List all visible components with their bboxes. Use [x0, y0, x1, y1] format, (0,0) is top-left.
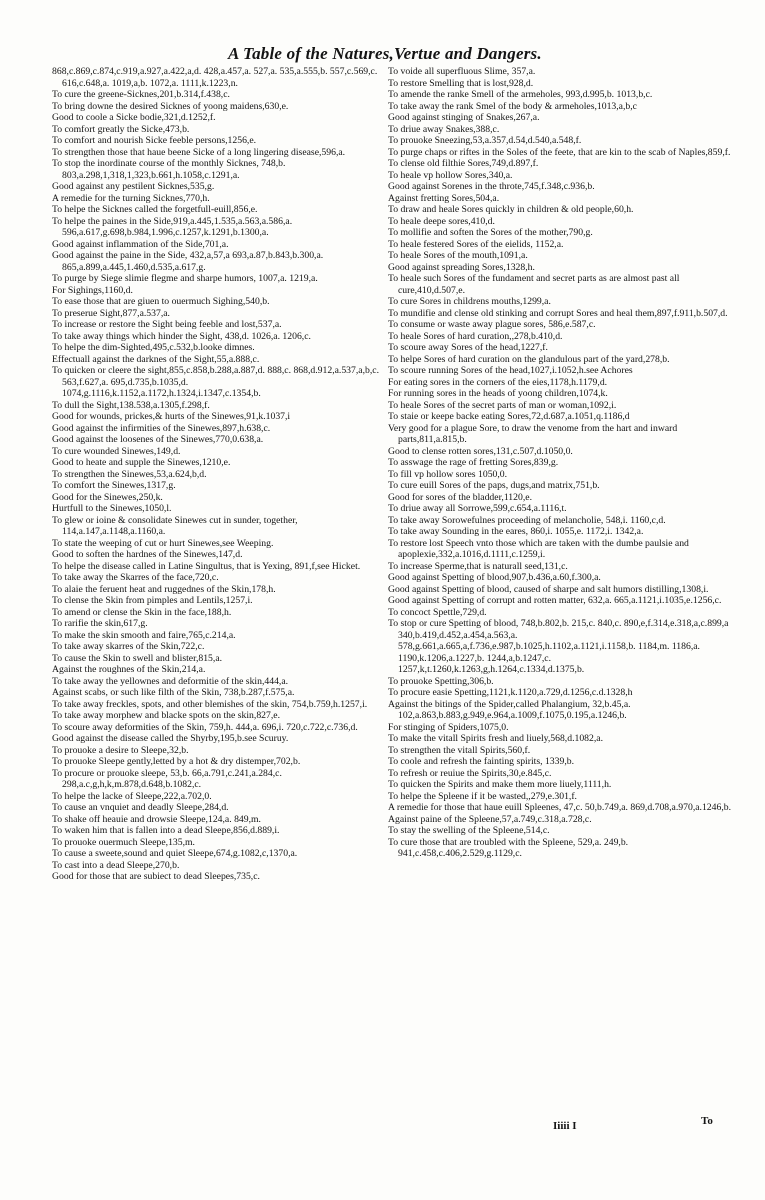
index-entry: To fill vp hollow sores 1050,0.	[388, 468, 508, 480]
index-entry: To prouoke a desire to Sleepe,32,b.	[52, 744, 189, 756]
index-entry: Good against Spetting of corrupt and rotten matter, 632,a. 665,a.1121,i.1035,e.1256,c.	[388, 595, 722, 606]
index-entry: To bring downe the desired Sicknes of yoong maidens,630,e.	[52, 100, 289, 112]
index-entry: To quicken or cleere the sight,855,c.858,b.288,a.887,d. 888,c. 868,d.912,a.537,a,b,c. 563,f.627,a. 695,d.735,b.1035,d. 1074,g.1116,k.1152,a.1172,h.1324,i.1347,c.1354,b.	[52, 365, 380, 399]
index-entry: To dull the Sight,138.538,a.1305,f.298,f.	[52, 399, 210, 411]
index-entry: To take away Sorowefulnes proceeding of melancholie, 548,i. 1160,c,d.	[388, 514, 666, 526]
index-entry: To cure the greene-Sicknes,201,b.314,f.438,c.	[52, 89, 230, 100]
index-entry: To heale such Sores of the fundament and secret parts as are almost past all cure,410,d.507,e.	[388, 273, 680, 296]
index-entry: For eating sores in the corners of the eies,1178,h.1179,d.	[388, 376, 608, 388]
index-entry: To helpe the Spleene if it be wasted,,279,e.301,f.	[388, 790, 577, 802]
left-column	[52, 66, 385, 883]
index-entry: To helpe the dim-Sighted,495,c.532,b.looke dimnes.	[52, 342, 255, 353]
index-entry: To comfort the Sinewes,1317,g.	[52, 480, 176, 491]
index-entry: To prouoke ouermuch Sleepe,135,m.	[52, 836, 195, 848]
index-entry: To heale Sores of the mouth,1091,a.	[388, 250, 528, 261]
index-entry: To take away freckles, spots, and other blemishes of the skin, 754,b.759,h.1257,i.	[52, 698, 368, 710]
index-entry: To heale Sores of the secret parts of man or woman,1092,i.	[388, 399, 617, 411]
index-entry: A remedie for the turning Sicknes,770,h.	[52, 192, 210, 204]
index-entry: Good to clense rotten sores,131,c.507,d.1050,0.	[388, 445, 573, 457]
index-entry: To heale deepe sores,410,d.	[388, 215, 495, 227]
index-entry: Against paine of the Spleene,57,a.749,c.318,a.728,c.	[388, 813, 592, 825]
index-entry: To take away things which hinder the Sight, 438,d. 1026,a. 1206,c.	[52, 330, 311, 342]
index-entry: To prouoke Spetting,306,b.	[388, 675, 494, 687]
index-entry: Hurtfull to the Sinewes,1050,l.	[52, 503, 172, 514]
index-entry: To comfort and nourish Sicke feeble persons,1256,e.	[52, 135, 257, 146]
index-entry: To restore Smelling that is lost,928,d.	[388, 77, 534, 89]
index-entry: To cure Sores in childrens mouths,1299,a.	[388, 296, 551, 307]
index-entry: To quicken the Spirits and make them more liuely,1111,h.	[388, 779, 612, 790]
index-entry: To scoure running Sores of the head,1027,i.1052,h.see Achores	[388, 365, 633, 376]
right-column	[388, 66, 733, 860]
index-entry: To state the weeping of cut or hurt Sinewes,see Weeping.	[52, 537, 274, 549]
index-entry: To take away skarres of the Skin,722,c.	[52, 641, 205, 652]
index-entry: To helpe the lacke of Sleepe,222,a.702,0.	[52, 790, 212, 802]
index-entry: Good against the loosenes of the Sinewes,770,0.638,a.	[52, 434, 264, 445]
index-entry: To amend or clense the Skin in the face,188,h.	[52, 606, 232, 618]
index-entry: Good to soften the hardnes of the Sinewes,147,d.	[52, 549, 243, 560]
signature-mark: Iiiii I	[553, 1120, 577, 1132]
index-entry: Good against spreading Sores,1328,h.	[388, 261, 535, 273]
index-entry: To clense old filthie Sores,749,d.897,f.	[388, 158, 539, 169]
index-entry: To shake off heauie and drowsie Sleepe,124,a. 849,m.	[52, 813, 261, 825]
index-entry: To clense the Skin from pimples and Lentils,1257,i.	[52, 595, 253, 606]
index-entry: To purge chaps or riftes in the Soles of the feete, that are kin to the scab of Naples,859,f.	[388, 146, 731, 158]
index-entry: To mundifie and clense old stinking and corrupt Sores and heal them,897,f.911,b.507,d.	[388, 307, 728, 319]
index-entry: To voide all superfluous Slime, 357,a.	[388, 66, 536, 77]
index-entry: Good for wounds, prickes,& hurts of the Sinewes,91,k.1037,i	[52, 411, 291, 422]
index-entry: To strengthen those that haue beene Sicke of a long lingering disease,596,a.	[52, 146, 346, 158]
index-entry: For running sores in the heads of yoong children,1074,k.	[388, 388, 608, 399]
index-entry: A remedie for those that haue euill Spleenes, 47,c. 50,b.749,a. 869,d.708,a.970,a.1246,b.	[388, 802, 732, 813]
index-entry: Very good for a plague Sore, to draw the venome from the hart and inward parts,811,a.815,b.	[388, 422, 678, 445]
index-entry: To ease those that are giuen to ouermuch Sighing,540,b.	[52, 296, 270, 307]
index-entry: To preserue Sight,877,a.537,a.	[52, 307, 170, 319]
index-entry: To asswage the rage of fretting Sores,839,g.	[388, 457, 559, 468]
index-entry: To coole and refresh the fainting spirits, 1339,b.	[388, 756, 575, 767]
index-entry: Good against the disease called the Shyrby,195,b.see Scuruy.	[52, 733, 289, 744]
index-entry: Good against inflammation of the Side,701,a.	[52, 238, 229, 250]
index-entry: To stop or cure Spetting of blood, 748,b.802,b. 215,c. 840,c. 890,e,f.314,e.318,a,c.899,a 340,b.419,d.452,a.454,a.563,a. 578,g.661,a.665,a,f.736,e.987,b.1025,h.1102,a.1121,i.1158,b. 1184,m. 1186,a. 1190,k.1206,a.1227,b. 1244,a,b.1247,c. 1257,k,t.1260,k.1263,g,h.1264,c.1334,d.1375,b.	[388, 618, 729, 675]
index-entry: To draw and heale Sores quickly in children & old people,60,h.	[388, 204, 634, 215]
index-entry: Good against Spetting of blood, caused of sharpe and salt humors distilling,1308,i.	[388, 583, 709, 595]
index-entry: Effectuall against the darknes of the Sight,55,a.888,c.	[52, 353, 260, 365]
index-entry: To cure wounded Sinewes,149,d.	[52, 445, 181, 457]
catchword: To	[701, 1115, 713, 1127]
index-entry: To take away Sounding in the eares, 860,i. 1055,e. 1172,i. 1342,a.	[388, 526, 644, 537]
index-entry: Good against the paine in the Side, 432,a,57,a 693,a.87,b.843,b.300,a. 865,a.899,a.445,1.460,d.535,a.617,g.	[52, 250, 324, 273]
index-entry: To cause an vnquiet and deadly Sleepe,284,d.	[52, 802, 229, 813]
index-entry: Good for the Sinewes,250,k.	[52, 491, 163, 503]
index-entry: To alaie the feruent heat and ruggednes of the Skin,178,h.	[52, 583, 276, 595]
index-entry: To consume or waste away plague sores, 586,e.587,c.	[388, 319, 596, 330]
index-entry: To amende the ranke Smell of the armeholes, 993,d.995,b. 1013,b,c.	[388, 89, 653, 100]
index-entry: Good for those that are subiect to dead Sleepes,735,c.	[52, 871, 260, 882]
index-entry: To comfort greatly the Sicke,473,b.	[52, 123, 190, 135]
index-entry: To scoure away Sores of the head,1227,f.	[388, 342, 548, 353]
index-entry: To glew or ioine & consolidate Sinewes cut in sunder, together, 114,a.147,a.1148,a.1160,a.	[52, 514, 298, 537]
index-entry: To cure those that are troubled with the Spleene, 529,a. 249,b. 941,c.458,c.406,2.529,g.1129,c.	[388, 836, 629, 859]
index-entry: Good against Sorenes in the throte,745,f.348,c.936,b.	[388, 181, 595, 192]
index-entry: To driue away all Sorrowe,599,c.654,a.1116,t.	[388, 503, 567, 514]
index-entry: 868,c.869,c.874,c.919,a.927,a.422,a,d. 428,a.457,a. 527,a. 535,a.555,b. 557,c.569,c. 616,c.648,a. 1019,a,b. 1072,a. 1111,k.1223,n.	[52, 66, 378, 89]
index-entry: To take away morphew and blacke spots on the skin,827,e.	[52, 710, 280, 721]
index-entry: To cause the Skin to swell and blister,815,a.	[52, 652, 223, 664]
index-entry: To helpe the paines in the Side,919,a.445,1.535,a.563,a.586,a. 596,a.617,g.698,b.984,1.996,c.1257,k.1291,b.1300,a.	[52, 215, 293, 238]
index-entry: To take away the yellownes and deformitie of the skin,444,a.	[52, 675, 289, 687]
index-entry: To purge by Siege slimie flegme and sharpe humors, 1007,a. 1219,a.	[52, 273, 318, 284]
index-entry: To take away the rank Smel of the body & armeholes,1013,a,b,c	[388, 100, 637, 112]
index-entry: To scoure away deformities of the Skin, 759,h. 444,a. 696,i. 720,c.722,c.736,d.	[52, 721, 358, 733]
index-entry: To cause a sweete,sound and quiet Sleepe,674,g.1082,c,1370,a.	[52, 848, 298, 859]
index-entry: To restore lost Speech vnto those which are taken with the dumbe paulsie and apoplexie,332,a.1016,d.1111,c.1259,i.	[388, 537, 689, 560]
index-entry: Good to coole a Sicke bodie,321,d.1252,f.	[52, 112, 216, 123]
index-entry: To helpe the Sicknes called the forgetfull-euill,856,e.	[52, 204, 258, 215]
index-entry: Good for sores of the bladder,1120,e.	[388, 491, 532, 503]
index-entry: To stay the swelling of the Spleene,514,c.	[388, 825, 550, 836]
index-entry: Good against Spetting of blood,907,b.436,a.60,f.300,a.	[388, 572, 601, 583]
index-entry: To helpe Sores of hard curation on the glandulous part of the yard,278,b.	[388, 353, 670, 365]
index-entry: For Sighings,1160,d.	[52, 284, 133, 296]
index-entry: To take away the Skarres of the face,720,c.	[52, 572, 219, 583]
index-entry: To concoct Spettle,729,d.	[388, 606, 487, 618]
index-entry: Against the roughnes of the Skin,214,a.	[52, 664, 206, 675]
index-entry: To rarifie the skin,617,g.	[52, 618, 148, 629]
index-entry: To procure or prouoke sleepe, 53,b. 66,a.791,c.241,a.284,c. 298,a.c,g,h,k,m.878,d.648,b.1082,c.	[52, 767, 282, 790]
index-entry: To strengthen the vitall Spirits,560,f.	[388, 744, 531, 756]
index-entry: To heale festered Sores of the eielids, 1152,a.	[388, 238, 564, 250]
index-entry: To heale vp hollow Sores,340,a.	[388, 169, 513, 181]
index-entry: To make the vitall Spirits fresh and liuely,568,d.1082,a.	[388, 733, 604, 744]
index-entry: Against scabs, or such like filth of the Skin, 738,b.287,f.575,a.	[52, 687, 295, 698]
index-entry: To waken him that is fallen into a dead Sleepe,856,d.889,i.	[52, 825, 280, 836]
index-entry: To heale Sores of hard curation,,278,b.410,d.	[388, 330, 563, 342]
index-entry: To staie or keepe backe eating Sores,72,d.687,a.1051,q.1186,d	[388, 411, 630, 422]
index-entry: Good to heate and supple the Sinewes,1210,e.	[52, 457, 231, 468]
index-entry: Against the bitings of the Spider,called Phalangium, 32,b.45,a. 102,a.863,b.883,g.949,e.964,a.1009,f.1075,0.195,a.1246,b.	[388, 698, 631, 721]
index-entry: To mollifie and soften the Sores of the mother,790,g.	[388, 227, 593, 238]
index-entry: Against fretting Sores,504,a.	[388, 192, 500, 204]
index-entry: For stinging of Spiders,1075,0.	[388, 721, 509, 733]
index-entry: Good against any pestilent Sicknes,535,g.	[52, 181, 215, 192]
running-header: A Table of the Natures,Vertue and Dangers.	[228, 44, 542, 63]
index-entry: Good against stinging of Snakes,267,a.	[388, 112, 540, 123]
index-entry: To make the skin smooth and faire,765,c.214,a.	[52, 629, 236, 641]
index-entry: To stop the inordinate course of the monthly Sicknes, 748,b. 803,a.298,1,318,1,323,b.661,h.1058,c.1291,a.	[52, 158, 286, 181]
index-entry: To procure easie Spetting,1121,k.1120,a.729,d.1256,c.d.1328,h	[388, 687, 633, 698]
index-entry: To driue away Snakes,388,c.	[388, 123, 500, 135]
index-entry: To refresh or reuiue the Spirits,30,e.845,c.	[388, 767, 552, 779]
index-entry: To increase Sperme,that is naturall seed,131,c.	[388, 560, 568, 572]
index-entry: To strengthen the Sinewes,53,a.624,b,d.	[52, 468, 207, 480]
index-entry: To cast into a dead Sleepe,270,b.	[52, 859, 180, 871]
index-entry: To helpe the disease called in Latine Singultus, that is Yexing, 891,f,see Hicket.	[52, 560, 361, 572]
index-entry: Good against the infirmities of the Sinewes,897,h.638,c.	[52, 422, 271, 434]
index-entry: To prouoke Sleepe gently,letted by a hot & dry distemper,702,b.	[52, 756, 301, 767]
index-entry: To prouoke Sneezing,53,a.357,d.54,d.540,a.548,f.	[388, 135, 582, 146]
index-entry: To cure euill Sores of the paps, dugs,and matrix,751,b.	[388, 480, 600, 491]
index-entry: To increase or restore the Sight being feeble and lost,537,a.	[52, 319, 282, 330]
